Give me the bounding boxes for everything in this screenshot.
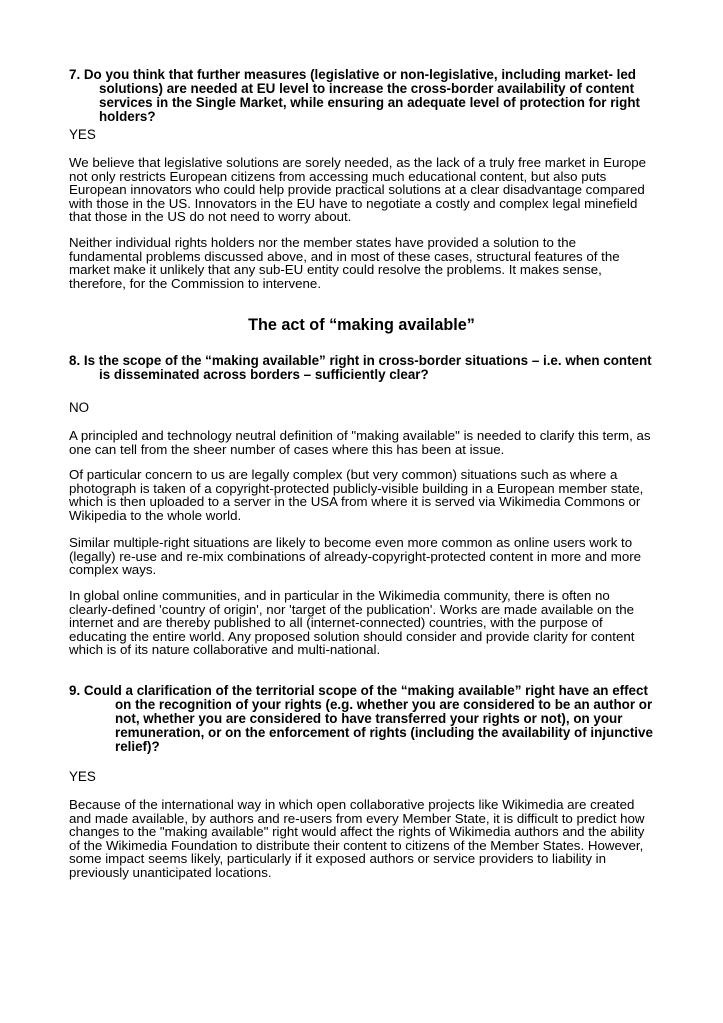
question-8-paragraph-1: A principled and technology neutral definition of "making available" is needed to clarify this term, as one can tell from the sheer number of cases where this has been at issue. [69,428,651,457]
question-9-paragraph-1: Because of the international way in which open collaborative projects like Wikimedia are created and made available, by authors and re-users from every Member State, it is difficult to predict how changes to the "making available" right would affect the rights of Wikimedia authors and the ability of the Wikimedia Foundation to distribute their content to citizens of the Member States. However, some impact seems likely, particularly if it exposed authors or service providers to liability in previously unanticipated locations. [69,797,645,880]
question-7 [69,68,659,124]
question-9-title-line1: 9. Could a clarification of the territorial scope of the “making available” right have an effect [69,683,648,698]
question-8-title-line1: 8. Is the scope of the “making available” right in cross-border situations – i.e. when content [69,353,652,368]
question-8-paragraph-4: In global online communities, and in particular in the Wikimedia community, there is often no clearly-defined 'country of origin', nor 'target of the publication'. Works are made available on the internet and are thereby published to all (internet-connected) countries, with the purpose of educating the entire world. Any proposed solution should consider and provide clarity for content which is of its nature collaborative and multi-national. [69,588,635,657]
question-7-paragraph-2: Neither individual rights holders nor the member states have provided a solution to the fundamental problems discussed above, and in most of these cases, structural features of the market make it unlikely that any sub-EU entity could resolve the problems. It makes sense, therefore, for the Commission to intervene. [69,235,620,291]
question-8-paragraph-2: Of particular concern to us are legally complex (but very common) situations such as where a photograph is taken of a copyright-protected publicly-visible building in a European member state, which is then uploaded to a server in the USA from where it is served via Wikimedia Commons or Wikipedia to the whole world. [69,467,644,523]
section-heading: The act of “making available” [248,316,475,334]
question-8-paragraph-3: Similar multiple-right situations are likely to become even more common as online users work to (legally) re-use and re-mix combinations of already-copyright-protected content in more and more complex ways. [69,535,642,577]
question-9-answer: YES [69,769,96,784]
question-7-title-rest: solutions) are needed at EU level to increase the cross-border availability of content services in the Single Market, while ensuring an adequate level of protection for right holders? [99,81,640,124]
question-8-answer: NO [69,400,90,415]
question-9 [69,684,659,754]
question-8-title-rest: is disseminated across borders – sufficiently clear? [99,367,429,382]
question-9-title-rest: on the recognition of your rights (e.g. whether you are considered to be an author or not, whether you are considered to have transferred your rights or not), on your remuneration, or on the enforcement of rights (including the availability of injunctive relief)? [115,697,653,754]
question-7-answer: YES [69,127,96,142]
question-8 [69,354,659,382]
question-7-title-line1: 7. Do you think that further measures (legislative or non-legislative, including market- led [69,67,636,82]
question-7-paragraph-1: We believe that legislative solutions are sorely needed, as the lack of a truly free market in Europe not only restricts European citizens from accessing much educational content, but also puts European innovators who could help provide practical solutions at a clear disadvantage compared with those in the US. Innovators in the EU have to negotiate a costly and complex legal minefield that those in the US do not need to worry about. [69,155,646,224]
